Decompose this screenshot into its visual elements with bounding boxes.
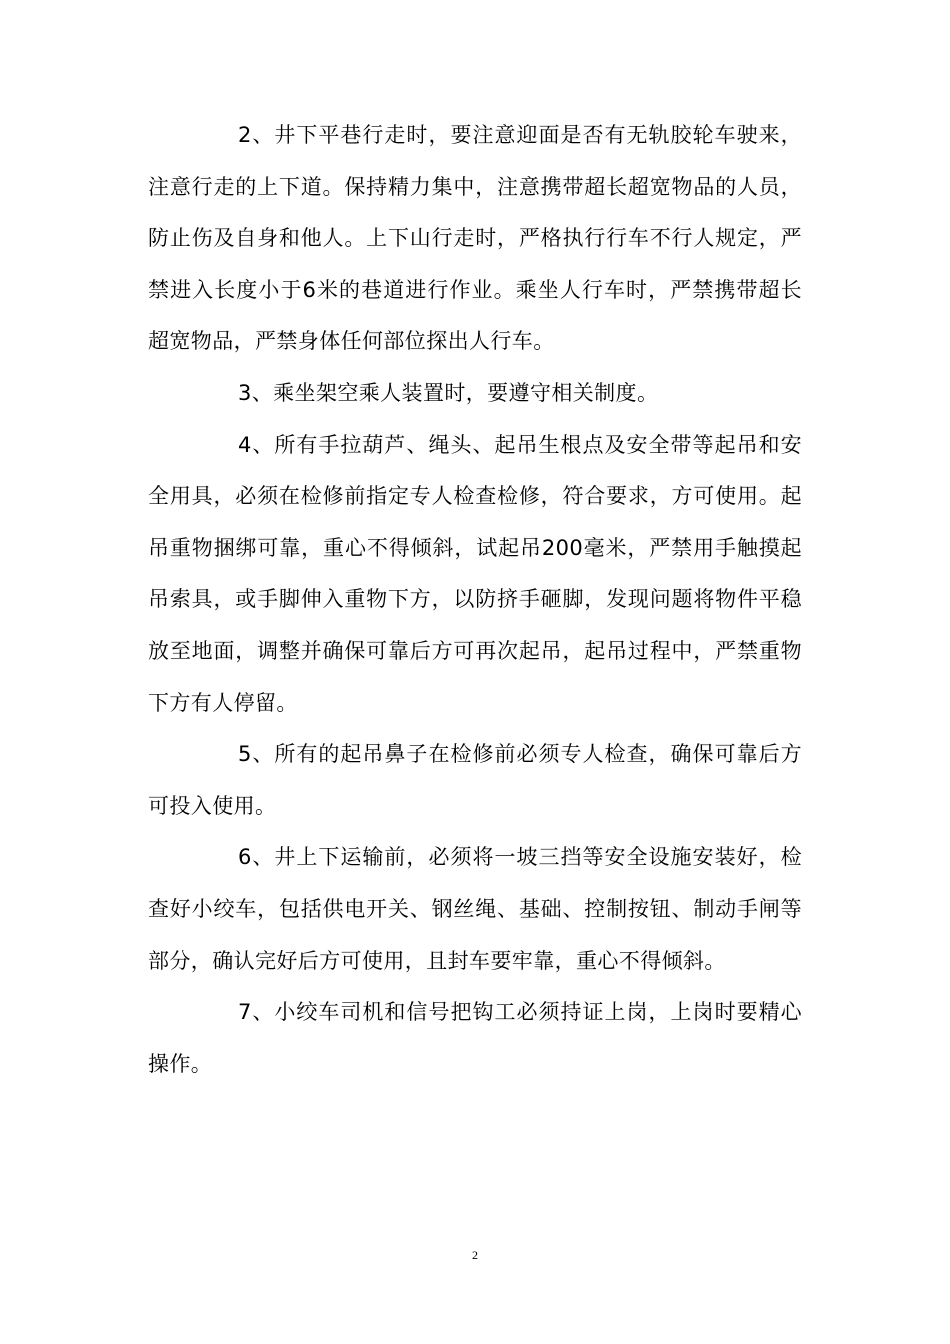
paragraph-item-7: 7、小绞车司机和信号把钩工必须持证上岗，上岗时要精心操作。 <box>148 1000 802 1076</box>
paragraph-item-4: 4、所有手拉葫芦、绳头、起吊生根点及安全带等起吊和安全用具，必须在检修前指定专人检查检修，符合要求，方可使用。起吊重物捆绑可靠，重心不得倾斜，试起吊200毫米，严禁用手触摸起吊索具，或手脚伸入重物下方，以防挤手砸脚，发现问题将物件平稳放至地面，调整并确保可靠后方可再次起吊，起吊过程中，严禁重物下方有人停留。 <box>148 432 802 715</box>
paragraph-item-2: 2、井下平巷行走时，要注意迎面是否有无轨胶轮车驶来，注意行走的上下道。保持精力集中，注意携带超长超宽物品的人员，防止伤及自身和他人。上下山行走时，严格执行行车不行人规定，严禁进入长度小于6米的巷道进行作业。乘坐人行车时，严禁携带超长超宽物品，严禁身体任何部位探出人行车。 <box>148 123 802 354</box>
paragraph-item-6: 6、井上下运输前，必须将一坡三挡等安全设施安装好，检查好小绞车，包括供电开关、钢丝绳、基础、控制按钮、制动手闸等部分，确认完好后方可使用，且封车要牢靠，重心不得倾斜。 <box>148 845 802 973</box>
page-number: 2 <box>472 1248 478 1262</box>
paragraph-item-5: 5、所有的起吊鼻子在检修前必须专人检查，确保可靠后方可投入使用。 <box>148 742 802 818</box>
paragraph-item-3: 3、乘坐架空乘人装置时，要遵守相关制度。 <box>238 380 659 405</box>
document-body <box>148 110 802 1090</box>
